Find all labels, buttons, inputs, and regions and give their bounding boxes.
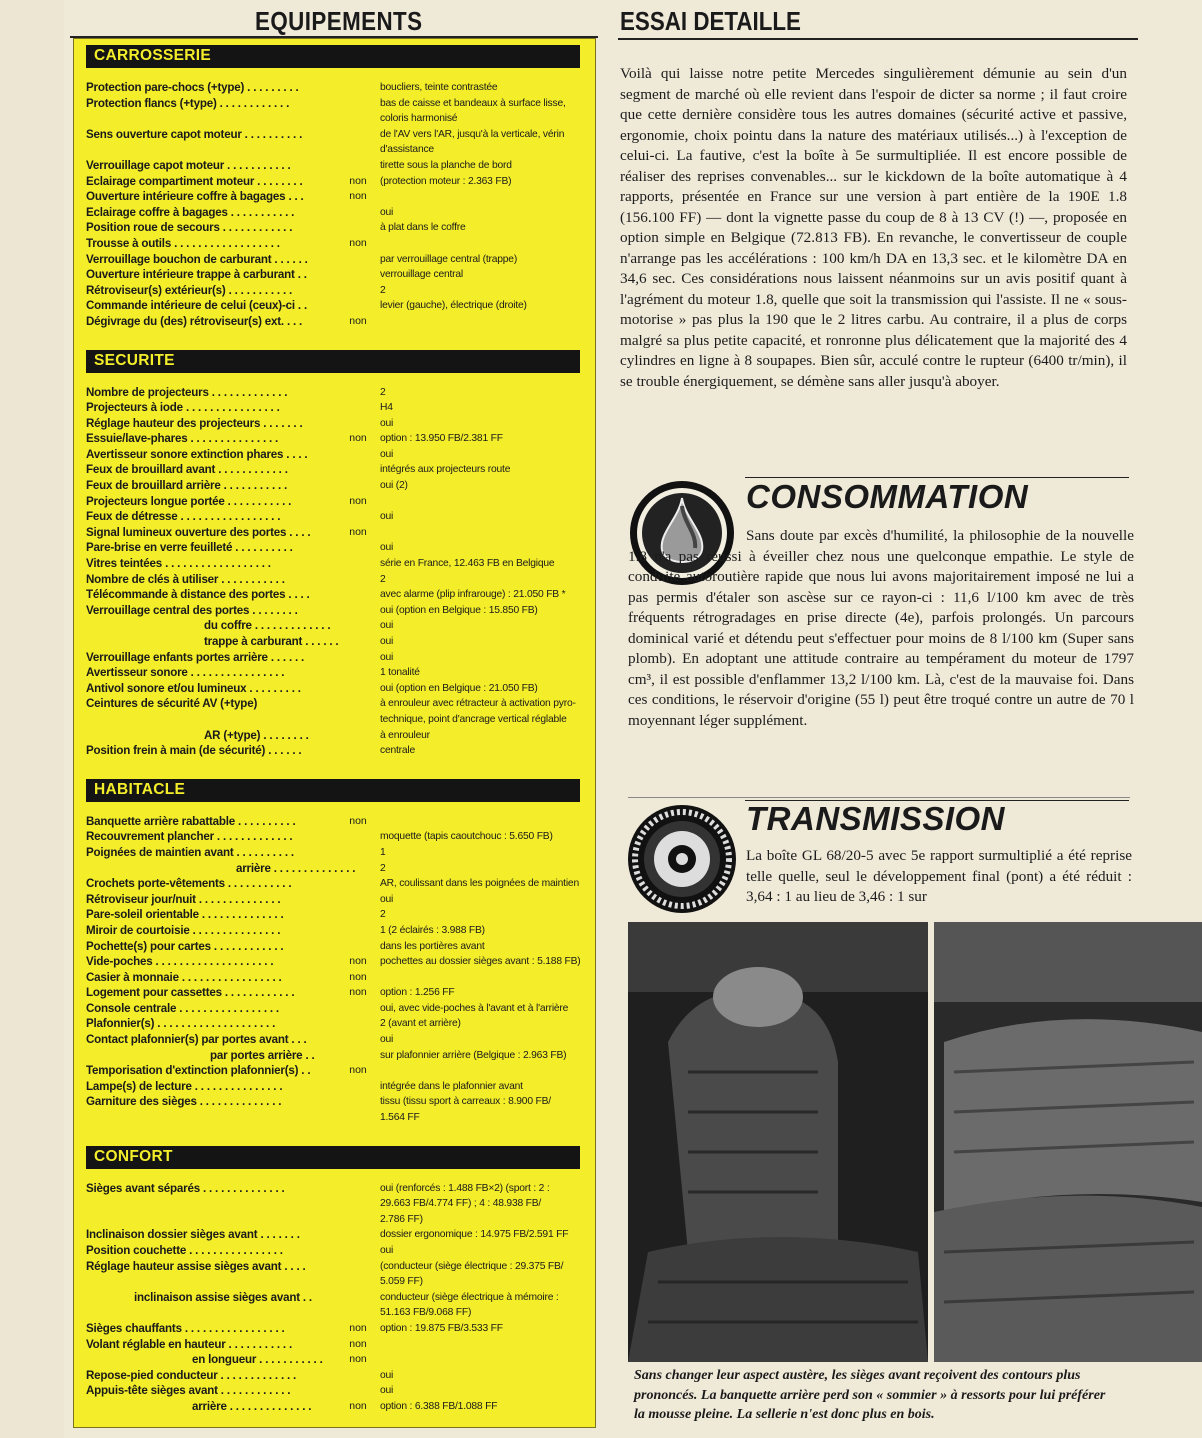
spec-label: du coffre . . . . . . . . . . . . . [204, 619, 331, 633]
spec-row [86, 298, 585, 314]
spec-value: (conducteur (siège électrique : 29.375 FB/ [380, 1260, 564, 1272]
spec-label: Banquette arrière rabattable . . . . . . . . . . [86, 814, 296, 828]
spec-row [86, 447, 585, 463]
spec-row [86, 1212, 585, 1228]
section-heading: SECURITE [86, 350, 580, 373]
spec-value: 29.663 FB/4.774 FF) ; 4 : 48.938 FB/ [380, 1198, 542, 1210]
spec-value: 2 (avant et arrière) [380, 1018, 461, 1030]
spec-value: oui [380, 1385, 394, 1397]
spec-flag: non [349, 190, 367, 203]
spec-row [86, 400, 585, 416]
spec-row [86, 1196, 585, 1212]
spec-row [86, 845, 585, 861]
spec-label: Volant réglable en hauteur . . . . . . . . . . . [86, 1337, 292, 1351]
spec-label: Projecteurs à iode . . . . . . . . . . . . . . . . [86, 401, 280, 415]
spec-row [86, 556, 585, 572]
spec-flag: non [349, 1337, 367, 1350]
spec-row [86, 1032, 585, 1048]
spec-label: Feux de détresse . . . . . . . . . . . . . . . . . [86, 510, 281, 524]
spec-label: Feux de brouillard arrière . . . . . . . . . . . [86, 479, 288, 493]
spec-label: arrière . . . . . . . . . . . . . . [192, 1399, 312, 1413]
spec-row [86, 743, 585, 759]
spec-label: Vitres teintées . . . . . . . . . . . . . . . . . . [86, 557, 271, 571]
spec-label: Feux de brouillard avant . . . . . . . . . . . . [86, 463, 288, 477]
spec-row [86, 267, 585, 283]
spec-label: Nombre de projecteurs . . . . . . . . . . . . . [86, 385, 288, 399]
spec-value: oui [380, 448, 394, 460]
spec-label: Position frein à main (de sécurité) . . . . . . [86, 744, 302, 758]
spec-flag: non [349, 1399, 367, 1412]
spec-row [86, 1321, 585, 1337]
spec-row [86, 618, 585, 634]
spec-row [86, 1227, 585, 1243]
spec-value: par verrouillage central (trappe) [380, 253, 518, 265]
spec-label: Nombre de clés à utiliser . . . . . . . . . . . [86, 572, 285, 586]
spec-row [86, 1079, 585, 1095]
spec-label: Pare-soleil orientable . . . . . . . . . . . . . . [86, 908, 284, 922]
spec-row [86, 174, 585, 190]
spec-row [86, 603, 585, 619]
spec-flag: non [349, 314, 367, 327]
spec-row [86, 385, 585, 401]
spec-row [86, 696, 585, 712]
section-heading: HABITACLE [86, 779, 580, 802]
spec-row [86, 1243, 585, 1259]
section-gap [86, 1126, 585, 1138]
spec-label: inclinaison assise sièges avant . . [134, 1290, 312, 1304]
spec-row [86, 80, 585, 96]
spec-label: Réglage hauteur assise sièges avant . . . . [86, 1259, 306, 1273]
spec-row [86, 252, 585, 268]
transmission-text: La boîte GL 68/20-5 avec 5e rapport surmultiplié a été reprise telle quelle, seul le développement final (pont) a été réduit : 3,64 : 1 au lieu de 3,46 : 1 sur [746, 847, 1132, 905]
spec-value: H4 [380, 402, 393, 414]
spec-value: levier (gauche), électrique (droite) [380, 300, 527, 312]
consommation-heading: CONSOMMATION [746, 478, 1029, 515]
spec-flag: non [349, 955, 367, 968]
equip-section-confort [86, 1146, 585, 1427]
spec-label: Dégivrage du (des) rétroviseur(s) ext. . . . [86, 314, 303, 328]
spec-label: Position roue de secours . . . . . . . . . . . . [86, 221, 293, 235]
spec-label: Signal lumineux ouverture des portes . . . . [86, 525, 311, 539]
spec-row [86, 431, 585, 447]
spec-flag: non [349, 986, 367, 999]
spec-row [86, 1016, 585, 1032]
spec-value: oui (renforcés : 1.488 FB×2) (sport : 2 : [380, 1182, 550, 1194]
spec-row [86, 712, 585, 728]
spec-value: oui [380, 206, 394, 218]
spec-value: pochettes au dossier sièges avant : 5.188 FB) [380, 956, 581, 968]
spec-value: oui [380, 636, 394, 647]
spec-label: Rétroviseur(s) extérieur(s) . . . . . . . . . . . [86, 283, 293, 297]
spec-value: intégrée dans le plafonnier avant [380, 1080, 523, 1092]
spec-flag: non [349, 174, 367, 187]
spec-label: Crochets porte-vêtements . . . . . . . . . . . [86, 877, 292, 891]
spec-label: Poignées de maintien avant . . . . . . . . . . [86, 845, 294, 859]
consommation-text: Sans doute par excès d'humilité, la philosophie de la nouvelle 1.8 n'a pas réussi à éveiller chez nous une quelconque empathie. Le style de conduite autoroutière rapide que nous lui avons majoritairement imposé ne lui a pas permis d'étaler son ascèse sur ce rayon-ci : 11,6 l/100 km avec de très fréquents rétrogradages en prise directe (4e), parfois prolongés. Un parcours dominical varié et détendu peut s'effectuer pour moins de 8 l/100 km (Super sans plomb). En adoptant une attitude contraire au tempérament du moteur de 1797 cm³, il est possible d'enflammer 13,2 l/100 km. Là, c'est de la mauvaise foi. Dans ces conditions, le réservoir d'origine (55 l) peut être troqué contre un autre de 70 l moyennant léger supplément. [628, 527, 1134, 729]
spec-value: technique, point d'ancrage vertical réglable [380, 713, 567, 725]
spec-row [86, 1094, 585, 1110]
spec-row [86, 1352, 585, 1368]
spec-row [86, 525, 585, 541]
spec-value: 2.786 FF) [380, 1213, 423, 1225]
spec-label: Contact plafonnier(s) par portes avant . . . [86, 1033, 307, 1047]
spec-label: Verrouillage capot moteur . . . . . . . . . . . [86, 158, 291, 172]
spec-value: oui [380, 1245, 394, 1256]
spec-flag: non [349, 525, 367, 538]
spec-row [86, 1110, 585, 1126]
spec-row [86, 509, 585, 525]
intro-paragraph: Voilà qui laisse notre petite Mercedes singulièrement démunie au sein d'un segment de marché où elle revient dans l'espoir de dicter sa norme ; il faut croire que cette dernière considère tous les autres domaines (sécurité active et passive, ergonomie, choix pointu dans la nature des matériaux utilisés...) à l'exception de celui-ci. La fautive, c'est la boîte à 5e surmultipliée. Il est encore possible de réaliser des reprises convenables... sur le kickdown de la boîte automatique à 4 rapports, présentée en France sur une version à part entière de la 190E 1.8 (156.100 FF) — dont la vignette passe du coup de 8 à 13 CV (!) —, proposée en option simple en Belgique (72.813 FB). En revanche, le convertisseur de couple n'arrange pas les accélérations : 100 km/h DA en 13,3 sec. et le kilomètre DA en 34,6 sec. Ces considérations nous laissent néanmoins sur un avis positif quant à l'agrément du moteur 1.8, quelle que soit la transmission qui l'assiste. Il ne « sous-motorise » pas plus la 190 que le 2 litres carbu. Au contraire, il a plus de corps malgré sa plus petite capacité, et ronronne plus délicatement que la majorité des 4 cylindres en ligne à 8 soupapes. Bien sûr, acculé contre le rupteur (6400 tr/min), il se trouble énergiquement, se démène sans aller jusqu'à aboyer. [620, 65, 1127, 390]
spec-value: 1 (2 éclairés : 3.988 FB) [380, 924, 485, 936]
spec-row [86, 572, 585, 588]
spec-value: 5.059 FF) [380, 1276, 423, 1288]
transmission-heading: TRANSMISSION [746, 800, 1006, 837]
spec-label: Recouvrement plancher . . . . . . . . . . . . . [86, 830, 293, 844]
spec-label: Position couchette . . . . . . . . . . . . . . . . [86, 1244, 283, 1257]
spec-value: option : 19.875 FB/3.533 FF [380, 1322, 503, 1334]
section-heading: CARROSSERIE [86, 45, 580, 68]
equipment-spec-box [73, 38, 596, 1428]
spec-label: par portes arrière . . [210, 1048, 315, 1062]
spec-row [86, 1048, 585, 1064]
spec-value: à plat dans le coffre [380, 222, 466, 234]
spec-value: boucliers, teinte contrastée [380, 82, 498, 93]
spec-value: oui [380, 1034, 394, 1046]
spec-label: Projecteurs longue portée . . . . . . . . . . . [86, 494, 292, 508]
spec-value: oui [380, 1369, 394, 1381]
spec-row [86, 876, 585, 892]
spec-label: Eclairage coffre à bagages . . . . . . . . . . . [86, 205, 295, 219]
spec-label: Temporisation d'extinction plafonnier(s) . . [86, 1064, 311, 1078]
spec-label: Essuie/lave-phares . . . . . . . . . . . . . . . [86, 432, 279, 446]
section-gap [86, 1415, 585, 1427]
spec-label: Ceintures de sécurité AV (+type) [86, 697, 258, 711]
spec-row [86, 478, 585, 494]
spec-row [86, 970, 585, 986]
spec-row [86, 665, 585, 681]
spec-row [86, 728, 585, 744]
spec-value: oui (option en Belgique : 21.050 FB) [380, 682, 538, 694]
spec-row [86, 127, 585, 143]
trans-top-rule [628, 797, 1130, 798]
spec-row [86, 1274, 585, 1290]
spec-label: Casier à monnaie . . . . . . . . . . . . . . . . . [86, 970, 282, 984]
photo-rear-bench [934, 922, 1202, 1362]
spec-row [86, 1181, 585, 1197]
spec-label: Verrouillage central des portes . . . . . . . . [86, 603, 298, 617]
spec-value: oui [380, 620, 394, 632]
spec-label: en longueur . . . . . . . . . . . [192, 1353, 323, 1367]
spec-value: conducteur (siège électrique à mémoire : [380, 1291, 559, 1303]
spec-label: Trousse à outils . . . . . . . . . . . . . . . . . . [86, 236, 280, 250]
spec-row [86, 283, 585, 299]
spec-row [86, 650, 585, 666]
spec-value: avec alarme (plip infrarouge) : 21.050 FB * [380, 589, 566, 601]
spec-row [86, 1337, 585, 1353]
spec-row [86, 907, 585, 923]
spec-value: tirette sous la planche de bord [380, 159, 512, 171]
spec-row [86, 96, 585, 112]
spec-value: 2 [380, 284, 386, 296]
spec-value: moquette (tapis caoutchouc : 5.650 FB) [380, 831, 553, 843]
spec-label: Avertisseur sonore extinction phares . . . . [86, 447, 308, 461]
spec-flag: non [349, 1353, 367, 1366]
spec-label: Verrouillage bouchon de carburant . . . . . . [86, 252, 308, 266]
spec-row [86, 158, 585, 174]
spec-value: sur plafonnier arrière (Belgique : 2.963 FB) [380, 1049, 567, 1061]
essai-detaille-title: ESSAI DETAILLE [620, 6, 801, 36]
spec-label: Verrouillage enfants portes arrière . . . . . . [86, 650, 305, 664]
spec-row [86, 1063, 585, 1079]
spec-row [86, 142, 585, 158]
spec-row [86, 1383, 585, 1399]
spec-value: tissu (tissu sport à carreaux : 8.900 FB/ [380, 1096, 551, 1108]
spec-value: 2 [380, 386, 386, 398]
spec-value: option : 1.256 FF [380, 987, 455, 999]
spec-label: Réglage hauteur des projecteurs . . . . . . . [86, 416, 303, 430]
spec-flag: non [349, 494, 367, 507]
spec-row [86, 1001, 585, 1017]
spec-value: 51.163 FB/9.068 FF) [380, 1307, 472, 1319]
spec-value: option : 6.388 FB/1.088 FF [380, 1400, 498, 1412]
spec-row [86, 923, 585, 939]
spec-flag: non [349, 1321, 367, 1334]
spec-value: 1 tonalité [380, 667, 420, 679]
spec-row [86, 681, 585, 697]
spec-label: trappe à carburant . . . . . . [204, 635, 339, 648]
spec-row [86, 939, 585, 955]
spec-label: AR (+type) . . . . . . . . [204, 728, 309, 742]
spec-value: intégrés aux projecteurs route [380, 464, 511, 476]
spec-value: oui [380, 417, 394, 429]
spec-label: Sièges avant séparés . . . . . . . . . . . . . . [86, 1181, 285, 1195]
spec-row [86, 314, 585, 330]
spec-value: option : 13.950 FB/2.381 FF [380, 433, 503, 445]
spec-value: verrouillage central [380, 269, 463, 281]
spec-flag: non [349, 432, 367, 445]
spec-value: dans les portières avant [380, 940, 485, 952]
spec-label: Protection pare-chocs (+type) . . . . . . . . . [86, 81, 299, 94]
equip-section-carrosserie [86, 45, 585, 342]
spec-label: Sièges chauffants . . . . . . . . . . . . . . . . . [86, 1321, 285, 1335]
spec-row [86, 494, 585, 510]
spec-value: dossier ergonomique : 14.975 FB/2.591 FF [380, 1229, 569, 1241]
spec-row [86, 462, 585, 478]
spec-row [86, 634, 585, 650]
spec-value: oui [380, 893, 394, 905]
spec-value: d'assistance [380, 144, 434, 156]
spec-value: coloris harmonisé [380, 113, 458, 125]
clutch-disc-icon [626, 803, 738, 915]
spec-flag: non [349, 970, 367, 983]
spec-label: Logement pour cassettes . . . . . . . . . . . . [86, 986, 295, 1000]
spec-label: arrière . . . . . . . . . . . . . . [236, 861, 356, 875]
equipements-title: EQUIPEMENTS [255, 6, 423, 36]
spec-label: Sens ouverture capot moteur . . . . . . . . . . [86, 127, 303, 141]
spec-label: Pochette(s) pour cartes . . . . . . . . . . . . [86, 939, 284, 953]
spec-value: (protection moteur : 2.363 FB) [380, 175, 512, 187]
spec-value: AR, coulissant dans les poignées de maintien [380, 878, 579, 890]
spec-value: à enrouleur [380, 729, 430, 741]
spec-label: Ouverture intérieure trappe à carburant . . [86, 268, 307, 282]
spec-row [86, 1368, 585, 1384]
spec-label: Commande intérieure de celui (ceux)-ci . . [86, 299, 307, 313]
spec-label: Repose-pied conducteur . . . . . . . . . . . . . [86, 1368, 297, 1382]
equip-section-securite [86, 350, 585, 771]
spec-flag: non [349, 1064, 367, 1077]
spec-row [86, 220, 585, 236]
section-gap [86, 330, 585, 342]
spec-label: Antivol sonore et/ou lumineux . . . . . . . . . [86, 681, 301, 695]
page-margin [0, 0, 64, 1438]
spec-label: Inclinaison dossier sièges avant . . . . . . . [86, 1228, 300, 1242]
spec-row [86, 416, 585, 432]
spec-row [86, 1399, 585, 1415]
spec-value: 2 [380, 909, 386, 921]
spec-row [86, 189, 585, 205]
spec-row [86, 954, 585, 970]
spec-label: Miroir de courtoisie . . . . . . . . . . . . . . . [86, 923, 281, 937]
spec-value: oui [380, 651, 394, 663]
spec-value: bas de caisse et bandeaux à surface lisse, [380, 97, 566, 109]
spec-row [86, 111, 585, 127]
spec-row [86, 540, 585, 556]
spec-row [86, 1305, 585, 1321]
spec-value: de l'AV vers l'AR, jusqu'à la verticale, vérin [380, 128, 565, 140]
spec-label: Protection flancs (+type) . . . . . . . . . . . . [86, 96, 290, 110]
spec-value: oui, avec vide-poches à l'avant et à l'arrière [380, 1002, 569, 1014]
spec-label: Console centrale . . . . . . . . . . . . . . . . . [86, 1001, 279, 1015]
spec-flag: non [349, 814, 367, 827]
section-gap [86, 759, 585, 771]
spec-value: oui (option en Belgique : 15.850 FB) [380, 604, 538, 616]
spec-value: 1.564 FF [380, 1112, 420, 1124]
spec-flag: non [349, 236, 367, 249]
spec-value: 1 [380, 846, 386, 858]
photo-front-seats [628, 922, 928, 1362]
spec-row [86, 892, 585, 908]
photo-caption: Sans changer leur aspect austère, les sièges avant reçoivent des contours plus prononcés. La banquette arrière perd son « sommier » à ressorts pour lui préférer la mousse pleine. La sellerie n'est donc plus en bois. [634, 1368, 1106, 1422]
spec-row [86, 814, 585, 830]
spec-label: Lampe(s) de lecture . . . . . . . . . . . . . . . [86, 1079, 283, 1093]
spec-row [86, 829, 585, 845]
spec-value: série en France, 12.463 FB en Belgique [380, 558, 555, 570]
spec-row [86, 236, 585, 252]
spec-label: Vide-poches . . . . . . . . . . . . . . . . . . . . [86, 955, 274, 969]
spec-label: Rétroviseur jour/nuit . . . . . . . . . . . . . . [86, 892, 281, 906]
spec-row [86, 861, 585, 877]
spec-value: oui [380, 511, 394, 523]
spec-row [86, 1290, 585, 1306]
spec-label: Appuis-tête sièges avant . . . . . . . . . . . . [86, 1384, 291, 1398]
spec-value: centrale [380, 745, 416, 757]
spec-label: Pare-brise en verre feuilleté . . . . . . . . . . [86, 541, 293, 555]
spec-label: Avertisseur sonore . . . . . . . . . . . . . . . . [86, 666, 285, 680]
spec-label: Garniture des sièges . . . . . . . . . . . . . . [86, 1095, 282, 1109]
spec-value: oui [380, 542, 394, 554]
spec-value: 2 [380, 862, 386, 874]
spec-label: Ouverture intérieure coffre à bagages . . . [86, 190, 304, 204]
spec-row [86, 205, 585, 221]
spec-label: Plafonnier(s) . . . . . . . . . . . . . . . . . . . . [86, 1017, 276, 1031]
section-heading: CONFORT [86, 1146, 580, 1169]
title-rule-right [618, 38, 1138, 40]
spec-label: Eclairage compartiment moteur . . . . . . . . [86, 174, 303, 188]
spec-row [86, 587, 585, 603]
spec-value: 2 [380, 573, 386, 585]
equip-section-habitacle [86, 779, 585, 1138]
spec-row [86, 985, 585, 1001]
spec-value: oui (2) [380, 480, 408, 492]
spec-label: Télécommande à distance des portes . . . . [86, 588, 310, 602]
spec-value: à enrouleur avec rétracteur à activation pyro- [380, 698, 576, 710]
spec-row [86, 1259, 585, 1275]
